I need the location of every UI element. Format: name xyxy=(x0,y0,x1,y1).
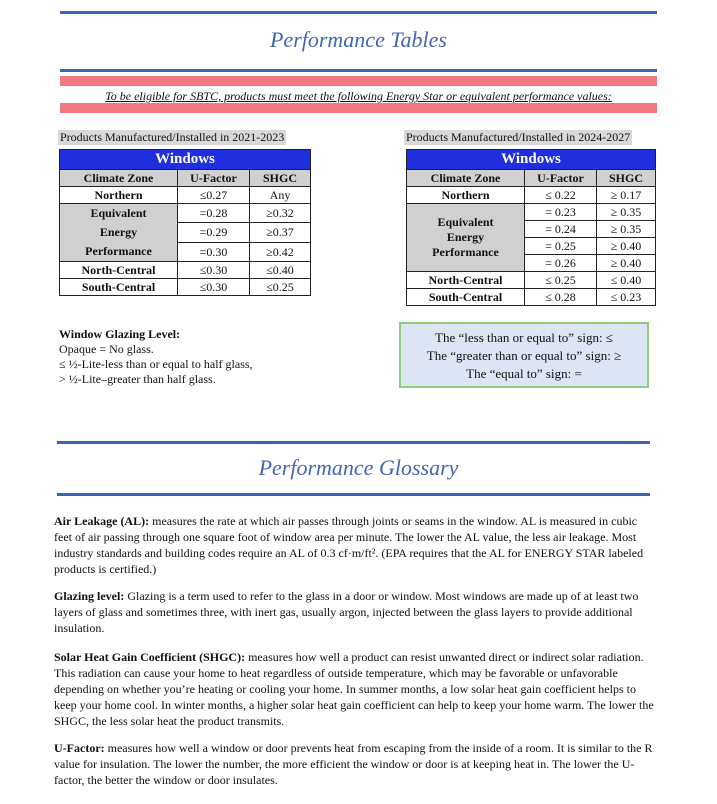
u-factor-value: ≤0.30 xyxy=(178,262,250,279)
shgc-value: ≥ 0.35 xyxy=(597,204,656,221)
right-table-caption: Products Manufactured/Installed in 2024-2027 xyxy=(406,130,631,144)
shgc-value: ≤ 0.40 xyxy=(597,272,656,289)
shgc-value: ≤0.40 xyxy=(250,262,311,279)
glossary-term: Air Leakage (AL): xyxy=(54,514,150,528)
shgc-value: ≥ 0.17 xyxy=(597,187,656,204)
eligibility-band-top xyxy=(60,76,657,86)
zone-north-central: North-Central xyxy=(407,272,525,289)
table-row xyxy=(407,289,656,306)
zone-equivalent-energy-performance: Equivalent Energy Performance xyxy=(407,204,525,272)
glazing-line: Opaque = No glass. xyxy=(59,342,154,356)
shgc-value: ≥0.42 xyxy=(250,242,311,261)
shgc-value: ≥ 0.40 xyxy=(597,238,656,255)
sign-legend-line: The “equal to” sign: = xyxy=(466,366,582,381)
left-table-caption: Products Manufactured/Installed in 2021-2023 xyxy=(60,130,285,144)
right-performance-table xyxy=(406,149,656,306)
top-rule xyxy=(60,11,657,14)
left-performance-table xyxy=(59,149,311,296)
glossary-definition: measures the rate at which air passes through joints or seams in the window. AL is measured in cubic feet of air passing through one square foot of window area per minute. The lower the AL value, the less air leakage. Most industry standards and building codes require an AL of 0.3 cf·m/ft². (EPA requires that the AL for ENERGY STAR labeled products is certified.) xyxy=(54,514,644,576)
glossary-entry xyxy=(54,588,658,636)
zone-south-central: South-Central xyxy=(407,289,525,306)
u-factor-value: ≤ 0.22 xyxy=(525,187,597,204)
eligibility-band-bottom xyxy=(60,103,657,113)
table-row xyxy=(60,262,311,279)
table-row xyxy=(60,187,311,204)
shgc-value: ≥0.32 xyxy=(250,204,311,223)
col-header-u-factor: U-Factor xyxy=(178,170,250,187)
glossary-definition: measures how well a product can resist unwanted direct or indirect solar radiation. This radiation can cause your home to heat regardless of outside temperature, which may be favorable or unfavorable depending on whether you’re heating or cooling your home. In summer months, a low solar heat gain coefficient helps to keep your home cool. In winter months, a higher solar heat gain coefficient can help to keep your home warm. The lower the SHGC, the less solar heat the product transmits. xyxy=(54,650,654,728)
col-header-climate-zone: Climate Zone xyxy=(60,170,178,187)
u-factor-value: = 0.25 xyxy=(525,238,597,255)
u-factor-value: =0.29 xyxy=(178,223,250,242)
windows-banner: Windows xyxy=(407,150,656,170)
eligibility-note: To be eligible for SBTC, products must meet the following Energy Star or equivalent performance values: xyxy=(105,89,612,103)
zone-south-central: South-Central xyxy=(60,279,178,296)
glossary-definition: Glazing is a term used to refer to the glass in a door or window. Most windows are made up of at least two layers of glass and sometimes three, with inert gas, usually argon, injected between the glass layers to provide additional insulation. xyxy=(54,589,639,635)
table-row xyxy=(407,272,656,289)
col-header-climate-zone: Climate Zone xyxy=(407,170,525,187)
col-header-shgc: SHGC xyxy=(597,170,656,187)
zone-northern: Northern xyxy=(407,187,525,204)
glossary-term: Solar Heat Gain Coefficient (SHGC): xyxy=(54,650,246,664)
glossary-term: U-Factor: xyxy=(54,741,105,755)
col-header-shgc: SHGC xyxy=(250,170,311,187)
zone-north-central: North-Central xyxy=(60,262,178,279)
u-factor-value: =0.28 xyxy=(178,204,250,223)
u-factor-value: = 0.23 xyxy=(525,204,597,221)
glazing-line: > ½-Lite–greater than half glass. xyxy=(59,372,216,386)
shgc-value: ≥ 0.40 xyxy=(597,255,656,272)
windows-banner: Windows xyxy=(60,150,311,170)
u-factor-value: = 0.26 xyxy=(525,255,597,272)
col-header-u-factor: U-Factor xyxy=(525,170,597,187)
sign-legend-line: The “greater than or equal to” sign: ≥ xyxy=(426,348,622,363)
glazing-line: ≤ ½-Lite-less than or equal to half glass, xyxy=(59,357,253,371)
title-underline xyxy=(60,69,657,72)
zone-equivalent-energy-performance: Equivalent Energy Performance xyxy=(60,204,178,262)
shgc-value: Any xyxy=(250,187,311,204)
shgc-value: ≥0.37 xyxy=(250,223,311,242)
zone-northern: Northern xyxy=(60,187,178,204)
table-row xyxy=(60,204,311,223)
u-factor-value: ≤ 0.25 xyxy=(525,272,597,289)
glossary-entry xyxy=(54,649,658,729)
shgc-value: ≥ 0.35 xyxy=(597,221,656,238)
u-factor-value: ≤0.30 xyxy=(178,279,250,296)
glossary-term: Glazing level: xyxy=(54,589,125,603)
table-row xyxy=(407,204,656,221)
glossary-entry xyxy=(54,740,658,788)
glossary-title: Performance Glossary xyxy=(258,455,459,480)
u-factor-value: ≤0.27 xyxy=(178,187,250,204)
window-glazing-level xyxy=(59,327,253,387)
sign-legend-box xyxy=(399,322,649,388)
glossary-entry xyxy=(54,513,658,577)
shgc-value: ≤ 0.23 xyxy=(597,289,656,306)
shgc-value: ≤0.25 xyxy=(250,279,311,296)
u-factor-value: ≤ 0.28 xyxy=(525,289,597,306)
table-row xyxy=(407,187,656,204)
sign-legend-line: The “less than or equal to” sign: ≤ xyxy=(435,330,613,345)
page-title: Performance Tables xyxy=(269,27,447,52)
table-row xyxy=(60,279,311,296)
glossary-definition: measures how well a window or door prevents heat from escaping from the inside of a room. It is similar to the R value for insulation. The lower the number, the more efficient the window or door is at keeping heat in. The lower the U-factor, the better the window or door insulates. xyxy=(54,741,653,787)
glossary-underline xyxy=(57,493,650,496)
u-factor-value: = 0.24 xyxy=(525,221,597,238)
glazing-heading: Window Glazing Level: xyxy=(59,327,181,341)
glossary-top-rule xyxy=(57,441,650,444)
u-factor-value: =0.30 xyxy=(178,242,250,261)
